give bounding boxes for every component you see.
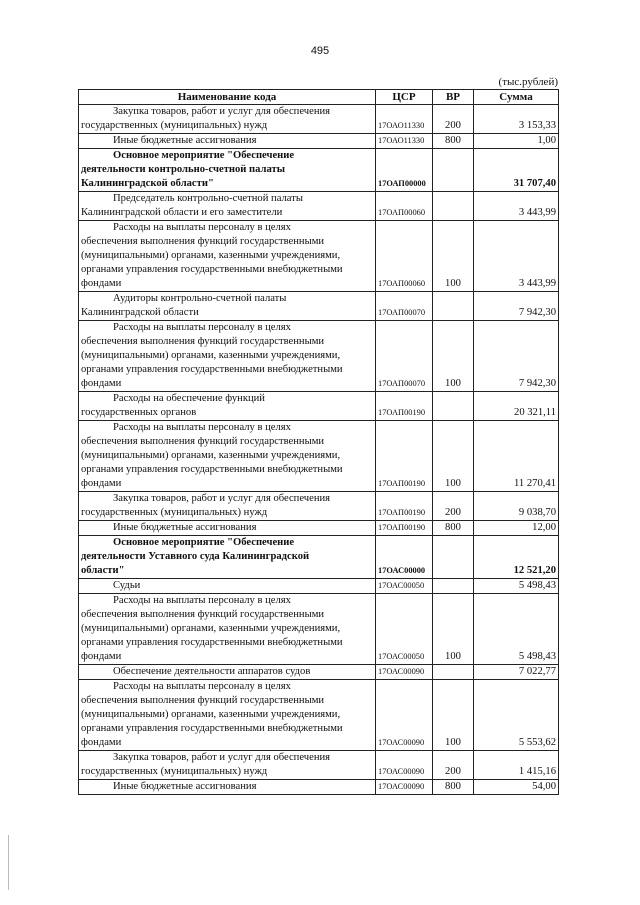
row-name (79, 421, 376, 492)
table-row (79, 751, 559, 780)
row-vr: 800 (433, 521, 474, 536)
table-row (79, 536, 559, 579)
row-sum: 12,00 (474, 521, 559, 536)
row-name-line: фондами (81, 651, 122, 662)
row-sum: 5 498,43 (474, 579, 559, 594)
row-name (79, 492, 376, 521)
row-name (79, 680, 376, 751)
header-name: Наименование кода (79, 90, 376, 105)
row-name-line: Основное мероприятие "Обеспечение (113, 150, 295, 161)
row-name-line: государственных органов (81, 407, 197, 418)
row-sum: 7 022,77 (474, 665, 559, 680)
table-row (79, 221, 559, 292)
row-name (79, 780, 376, 795)
row-csr: 17ОАО11330 (376, 105, 433, 134)
row-name-line: (муниципальными) органами, казенными учреждениями, (81, 450, 341, 461)
row-name (79, 579, 376, 594)
table-row (79, 321, 559, 392)
row-csr: 17ОАП00190 (376, 421, 433, 492)
row-csr: 17ОАС00090 (376, 780, 433, 795)
budget-table (78, 89, 559, 795)
row-csr: 17ОАС00090 (376, 751, 433, 780)
row-vr: 100 (433, 421, 474, 492)
row-name (79, 521, 376, 536)
row-csr: 17ОАС00050 (376, 579, 433, 594)
row-vr: 100 (433, 221, 474, 292)
row-name (79, 392, 376, 421)
scan-edge-mark (8, 835, 9, 890)
row-name (79, 665, 376, 680)
row-vr: 200 (433, 492, 474, 521)
table-row (79, 421, 559, 492)
row-csr: 17ОАО11330 (376, 134, 433, 149)
row-csr: 17ОАП00070 (376, 321, 433, 392)
row-vr (433, 579, 474, 594)
row-name-line: обеспечения выполнения функций государственными (81, 236, 325, 247)
table-body (79, 105, 559, 795)
row-name-line: деятельности контрольно-счетной палаты (81, 164, 285, 175)
row-vr: 800 (433, 780, 474, 795)
row-name-line: области" (81, 565, 125, 576)
row-name-line: органами управления государственными внебюджетными (81, 723, 343, 734)
row-sum: 12 521,20 (474, 536, 559, 579)
page-number: 495 (310, 45, 330, 57)
row-vr: 100 (433, 594, 474, 665)
table-row (79, 392, 559, 421)
row-sum: 7 942,30 (474, 292, 559, 321)
row-name-line: Иные бюджетные ассигнования (113, 135, 257, 146)
row-name (79, 105, 376, 134)
row-name (79, 221, 376, 292)
row-vr: 100 (433, 680, 474, 751)
row-name (79, 321, 376, 392)
header-vr: ВР (433, 90, 474, 105)
row-name-line: фондами (81, 737, 122, 748)
row-vr: 200 (433, 751, 474, 780)
row-name-line: Судьи (113, 580, 141, 591)
row-sum: 54,00 (474, 780, 559, 795)
row-name-line: Иные бюджетные ассигнования (113, 781, 257, 792)
table-row (79, 105, 559, 134)
row-csr: 17ОАП00060 (376, 192, 433, 221)
row-csr: 17ОАП00060 (376, 221, 433, 292)
table-row (79, 149, 559, 192)
table-row (79, 134, 559, 149)
row-name-line: Расходы на обеспечение функций (113, 393, 265, 404)
row-name-line: Расходы на выплаты персоналу в целях (113, 595, 291, 606)
row-name-line: (муниципальными) органами, казенными учреждениями, (81, 623, 341, 634)
row-csr: 17ОАП00000 (376, 149, 433, 192)
row-csr: 17ОАС00090 (376, 665, 433, 680)
row-name-line: Закупка товаров, работ и услуг для обеспечения (113, 493, 331, 504)
row-name-line: государственных (муниципальных) нужд (81, 120, 268, 131)
row-name (79, 536, 376, 579)
header-csr: ЦСР (376, 90, 433, 105)
row-sum: 3 153,33 (474, 105, 559, 134)
row-name-line: Калининградской области и его заместители (81, 207, 283, 218)
row-name-line: Закупка товаров, работ и услуг для обеспечения (113, 752, 331, 763)
row-name-line: Обеспечение деятельности аппаратов судов (113, 666, 311, 677)
row-sum: 1,00 (474, 134, 559, 149)
row-name-line: органами управления государственными внебюджетными (81, 464, 343, 475)
row-name (79, 292, 376, 321)
row-sum: 11 270,41 (474, 421, 559, 492)
row-name-line: Калининградской области (81, 307, 199, 318)
row-vr (433, 392, 474, 421)
row-name-line: Расходы на выплаты персоналу в целях (113, 681, 291, 692)
row-sum: 9 038,70 (474, 492, 559, 521)
row-name-line: Председатель контрольно-счетной палаты (113, 193, 303, 204)
row-sum: 7 942,30 (474, 321, 559, 392)
row-name-line: (муниципальными) органами, казенными учреждениями, (81, 250, 341, 261)
row-vr (433, 536, 474, 579)
row-name-line: (муниципальными) органами, казенными учреждениями, (81, 350, 341, 361)
row-name-line: Закупка товаров, работ и услуг для обеспечения (113, 106, 331, 117)
table-row (79, 492, 559, 521)
row-sum: 20 321,11 (474, 392, 559, 421)
row-name-line: органами управления государственными внебюджетными (81, 637, 343, 648)
row-sum: 5 553,62 (474, 680, 559, 751)
row-vr: 200 (433, 105, 474, 134)
row-name (79, 134, 376, 149)
row-sum: 31 707,40 (474, 149, 559, 192)
row-name-line: Основное мероприятие "Обеспечение (113, 537, 295, 548)
row-csr: 17ОАП00190 (376, 521, 433, 536)
row-name-line: Иные бюджетные ассигнования (113, 522, 257, 533)
table-row (79, 579, 559, 594)
row-name-line: государственных (муниципальных) нужд (81, 766, 268, 777)
row-csr: 17ОАС00090 (376, 680, 433, 751)
row-name-line: обеспечения выполнения функций государственными (81, 609, 325, 620)
row-csr: 17ОАС00000 (376, 536, 433, 579)
row-name (79, 192, 376, 221)
row-csr: 17ОАС00050 (376, 594, 433, 665)
row-name-line: фондами (81, 278, 122, 289)
table-row (79, 680, 559, 751)
row-csr: 17ОАП00190 (376, 492, 433, 521)
row-name-line: фондами (81, 378, 122, 389)
table-row (79, 292, 559, 321)
row-name-line: органами управления государственными внебюджетными (81, 264, 343, 275)
row-name-line: Расходы на выплаты персоналу в целях (113, 322, 291, 333)
row-vr (433, 192, 474, 221)
unit-note: (тыс.рублей) (498, 76, 558, 88)
row-name-line: фондами (81, 478, 122, 489)
table-row (79, 780, 559, 795)
row-name-line: Расходы на выплаты персоналу в целях (113, 422, 291, 433)
table-row (79, 594, 559, 665)
row-name-line: Расходы на выплаты персоналу в целях (113, 222, 291, 233)
row-vr (433, 292, 474, 321)
row-csr: 17ОАП00070 (376, 292, 433, 321)
row-name-line: государственных (муниципальных) нужд (81, 507, 268, 518)
table-row (79, 192, 559, 221)
table-row (79, 521, 559, 536)
row-name (79, 149, 376, 192)
row-sum: 1 415,16 (474, 751, 559, 780)
row-name-line: (муниципальными) органами, казенными учреждениями, (81, 709, 341, 720)
table-header-row (79, 90, 559, 105)
table-row (79, 665, 559, 680)
row-name (79, 594, 376, 665)
row-name (79, 751, 376, 780)
row-name-line: обеспечения выполнения функций государственными (81, 336, 325, 347)
row-vr: 100 (433, 321, 474, 392)
row-csr: 17ОАП00190 (376, 392, 433, 421)
header-sum: Сумма (474, 90, 559, 105)
row-sum: 5 498,43 (474, 594, 559, 665)
row-name-line: обеспечения выполнения функций государственными (81, 695, 325, 706)
row-name-line: обеспечения выполнения функций государственными (81, 436, 325, 447)
row-vr (433, 149, 474, 192)
row-sum: 3 443,99 (474, 221, 559, 292)
row-vr: 800 (433, 134, 474, 149)
row-name-line: Калининградской области" (81, 178, 214, 189)
row-name-line: деятельности Уставного суда Калининградской (81, 551, 310, 562)
row-vr (433, 665, 474, 680)
row-sum: 3 443,99 (474, 192, 559, 221)
row-name-line: органами управления государственными внебюджетными (81, 364, 343, 375)
row-name-line: Аудиторы контрольно-счетной палаты (113, 293, 287, 304)
